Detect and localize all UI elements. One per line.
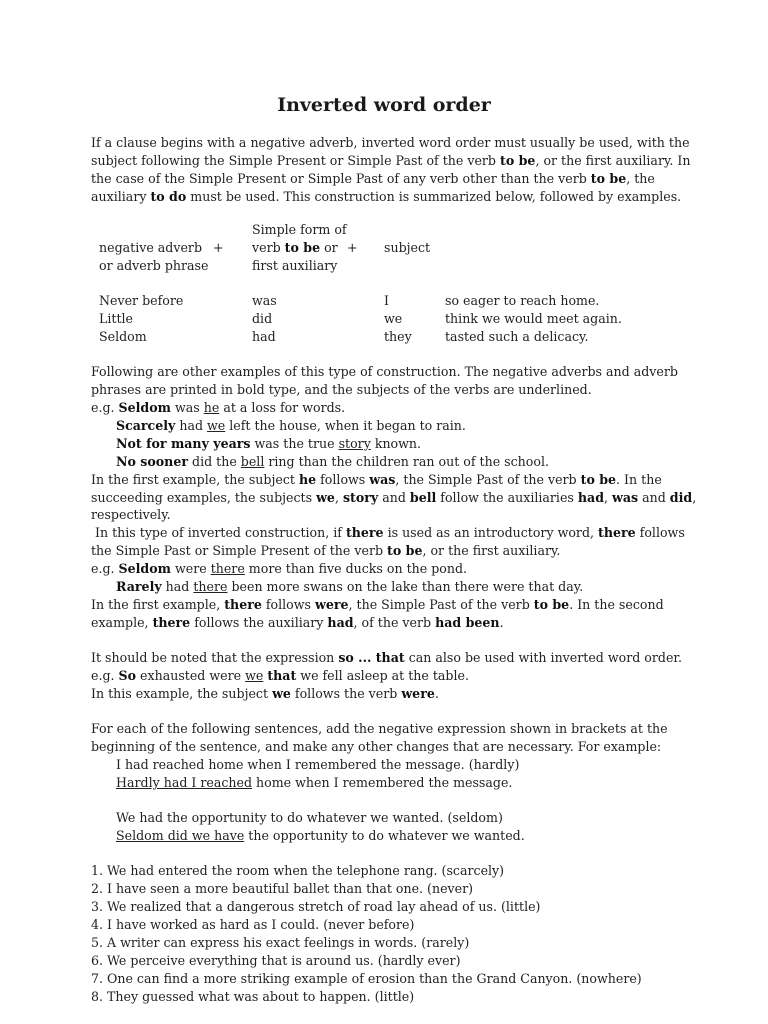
example-line: Rarely had there been more swans on the lake than there were that day. [116,579,584,594]
example-line: e.g. Seldom was he at a loss for words. [91,400,346,415]
exercise-item: 3. We realized that a dangerous stretch of road lay ahead of us. (little) [91,899,541,914]
table-header-verb-2: verb to be or [252,240,338,255]
body-line: the Simple Past or Simple Present of the verb to be, or the first auxiliary. [91,543,561,558]
table-header-adverb-2: or adverb phrase [99,258,209,273]
body-line: In the first example, there follows were, the Simple Past of the verb to be. In the second [91,597,664,612]
table-cell-adverb: Little [99,311,133,326]
exercise-item: 5. A writer can express his exact feelings in words. (rarely) [91,935,470,950]
exercise-item: 1. We had entered the room when the telephone rang. (scarcely) [91,863,505,878]
body-line: In this example, the subject we follows the verb were. [91,686,439,701]
body-line: example, there follows the auxiliary had, of the verb had been. [91,615,504,630]
table-cell-rest: tasted such a delicacy. [445,329,589,344]
exercise-item: 2. I have seen a more beautiful ballet than that one. (never) [91,881,474,896]
example-line: We had the opportunity to do whatever we wanted. (seldom) [116,810,503,825]
table-cell-subject: we [384,311,403,326]
page-title: Inverted word order [277,94,491,116]
table-cell-rest: think we would meet again. [445,311,622,326]
body-line: phrases are printed in bold type, and the subjects of the verbs are underlined. [91,382,592,397]
example-line: Scarcely had we left the house, when it began to rain. [116,418,466,433]
intro-line-2: subject following the Simple Present or Simple Past of the verb to be, or the first auxiliary. In [91,153,691,168]
table-cell-adverb: Seldom [99,329,147,344]
table-header-verb: Simple form of [252,222,347,237]
exercise-item: 4. I have worked as hard as I could. (never before) [91,917,415,932]
intro-line-1: If a clause begins with a negative adverb, inverted word order must usually be used, with the [91,135,690,150]
table-cell-adverb: Never before [99,293,184,308]
table-header-subject: subject [384,240,431,255]
body-line: Following are other examples of this type of construction. The negative adverbs and adverb [91,364,678,379]
example-line: e.g. So exhausted were we that we fell asleep at the table. [91,668,469,683]
table-cell-verb: was [252,293,277,308]
exercise-item: 6. We perceive everything that is around us. (hardly ever) [91,953,461,968]
intro-line-4: auxiliary to do must be used. This construction is summarized below, followed by examples. [91,189,682,204]
table-cell-subject: they [384,329,412,344]
body-line: In this type of inverted construction, if there is used as an introductory word, there follows [95,525,685,540]
table-plus-1: + [213,240,224,255]
body-line: succeeding examples, the subjects we, story and bell follow the auxiliaries had, was and did, [91,490,697,505]
body-line: beginning of the sentence, and make any other changes that are necessary. For example: [91,739,662,754]
table-cell-rest: so eager to reach home. [445,293,600,308]
example-line: I had reached home when I remembered the message. (hardly) [116,757,520,772]
exercise-item: 8. They guessed what was about to happen. (little) [91,989,415,1004]
table-cell-verb: had [252,329,276,344]
exercise-item: 7. One can find a more striking example of erosion than the Grand Canyon. (nowhere) [91,971,642,986]
example-line: Seldom did we have the opportunity to do whatever we wanted. [116,828,525,843]
example-line: No sooner did the bell ring than the children ran out of the school. [116,454,549,469]
example-line: Not for many years was the true story known. [116,436,422,451]
intro-line-3: the case of the Simple Present or Simple Past of any verb other than the verb to be, the [91,171,655,186]
example-line: Hardly had I reached home when I remembered the message. [116,775,513,790]
body-line: In the first example, the subject he follows was, the Simple Past of the verb to be. In the [91,472,662,487]
table-header-adverb: negative adverb [99,240,203,255]
table-plus-2: + [347,240,358,255]
body-line: respectively. [91,507,171,522]
table-cell-verb: did [252,311,273,326]
table-cell-subject: I [384,293,389,308]
body-line: For each of the following sentences, add the negative expression shown in brackets at the [91,721,668,736]
table-header-verb-3: first auxiliary [252,258,338,273]
body-line: It should be noted that the expression so ... that can also be used with inverted word order. [91,650,683,665]
example-line: e.g. Seldom were there more than five ducks on the pond. [91,561,468,576]
